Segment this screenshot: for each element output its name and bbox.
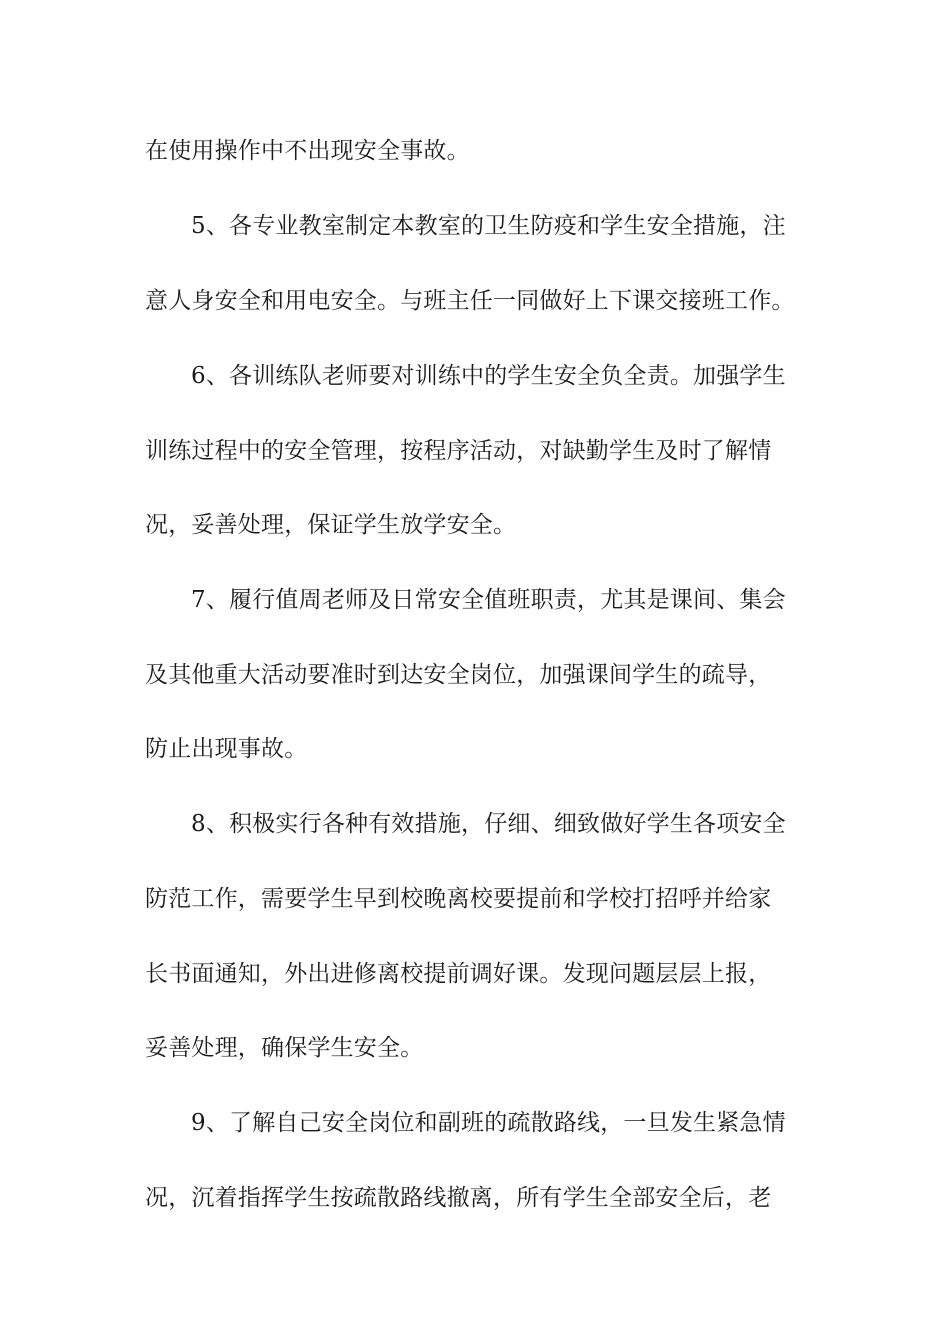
text-line: 况，妥善处理，保证学生放学安全。: [145, 512, 517, 538]
text-line: 意人身安全和用电安全。与班主任一同做好上下课交接班工作。: [145, 288, 795, 314]
text-line: 防止出现事故。: [145, 736, 308, 762]
text-line: 训练过程中的安全管理，按程序活动，对缺勤学生及时了解情: [145, 438, 772, 464]
text-line: 8、积极实行各种有效措施，仔细、细致做好学生各项安全: [191, 811, 786, 837]
text-line: 5、各专业教室制定本教室的卫生防疫和学生安全措施，注: [191, 213, 786, 239]
text-line: 在使用操作中不出现安全事故。: [145, 138, 470, 164]
text-line: 况，沉着指挥学生按疏散路线撤离，所有学生全部安全后，老: [145, 1185, 772, 1211]
text-line: 防范工作，需要学生早到校晚离校要提前和学校打招呼并给家: [145, 886, 772, 912]
text-line: 9、了解自己安全岗位和副班的疏散路线，一旦发生紧急情: [191, 1110, 786, 1136]
text-line: 长书面通知，外出进修离校提前调好课。发现问题层层上报，: [145, 961, 772, 987]
text-line: 及其他重大活动要准时到达安全岗位，加强课间学生的疏导，: [145, 662, 772, 688]
text-line: 6、各训练队老师要对训练中的学生安全负全责。加强学生: [191, 363, 786, 389]
text-line: 7、履行值周老师及日常安全值班职责，尤其是课间、集会: [191, 587, 786, 613]
text-line: 妥善处理，确保学生安全。: [145, 1035, 424, 1061]
